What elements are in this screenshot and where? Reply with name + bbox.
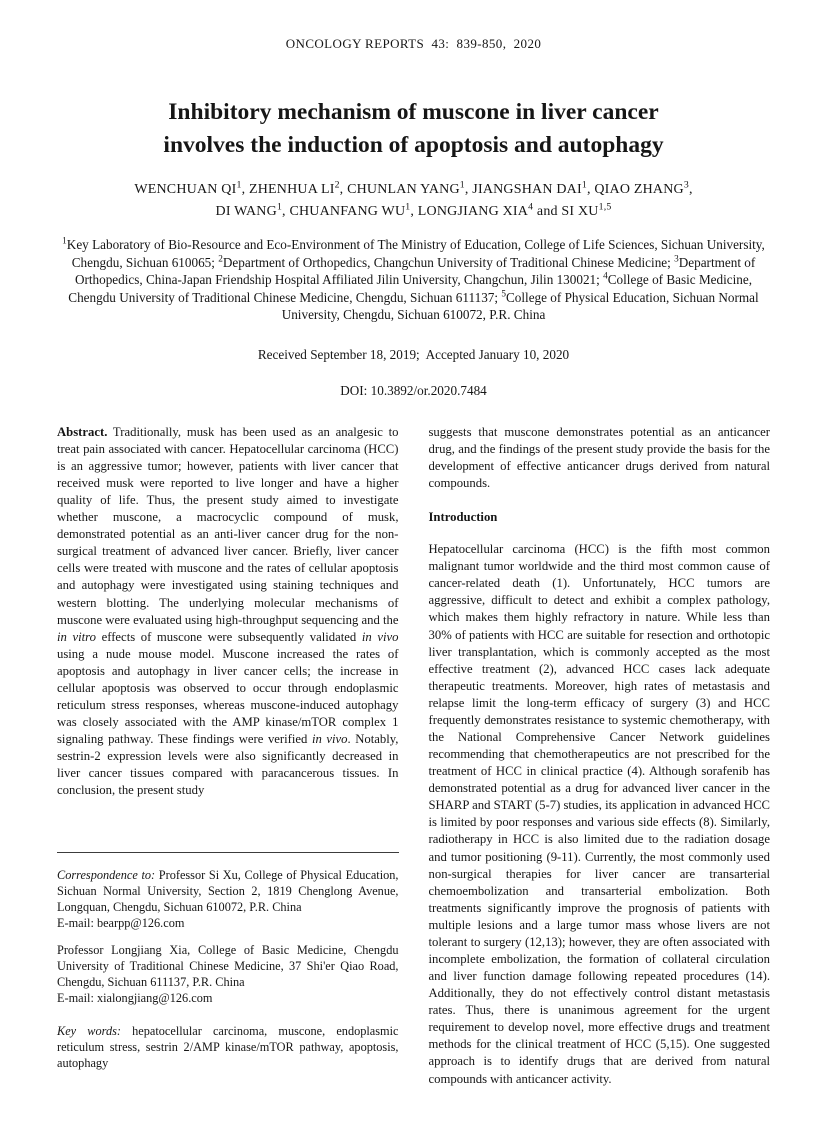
author-list <box>0 179 827 223</box>
footnote-block <box>57 852 399 1118</box>
doi-line: DOI: 10.3892/or.2020.7484 <box>340 382 487 398</box>
abstract-paragraph: Abstract. Traditionally, musk has been used as an analgesic to treat pain associated with cancer. Hepatocellular carcinoma (HCC) is an aggressive tumor; however, patients with liver cancer that received musk were reported to live longer and have a higher quality of life. Thus, the present study aimed to investigate whether muscone, a macrocyclic compound of musk, demonstrated potential as an anti-liver cancer drug for the non-surgical treatment of advanced liver cancer. Briefly, liver cancer cells were treated with muscone and the rates of cellular apoptosis and autophagy were investigated using staining techniques and western blotting. The underlying molecular mechanisms of muscone were evaluated using high-throughput sequencing and the in vitro effects of muscone were subsequently validated in vivo using a nude mouse model. Muscone increased the rates of apoptosis and autophagy in liver cancer cells; the increase in cellular apoptosis was observed to occur through endoplasmic reticulum stress responses, whereas muscone-induced autophagy was closely associated with the AMP kinase/mTOR complex 1 signaling pathway. These findings were verified in vivo. Notably, sestrin-2 expression levels were also significantly decreased in liver cancer tissues compared with paracancerous tissues. In conclusion, the present study <box>57 424 399 798</box>
abstract-continuation-paragraph: suggests that muscone demonstrates potential as an anticancer drug, and the findings of the present study provide the basis for the development of effective anticancer drugs derived from natural compounds. <box>428 424 770 490</box>
article-title <box>60 96 767 162</box>
affiliations: $^1$Key Laboratory of Bio-Resource and Eco-Environment of The Ministry of Education, College of Life Sciences, Sichuan University, Chengdu, Sichuan 610065; $^2$Department of Orthopedics, Changchun University of Traditional Chinese Medicine; $^3$Department of Orthopedics, China-Japan Friendship Hospital Affiliated Jilin University, Changchun, Jilin 130021; $^4$College of Basic Medicine, Chengdu University of Traditional Chinese Medicine, Chengdu, Sichuan 611137; $^5$College of Physical Education, Sichuan Normal University, Chengdu, Sichuan 610072, P.R. China <box>62 235 765 323</box>
article-title-line2: involves the induction of apoptosis and autophagy <box>163 131 664 158</box>
footnote-divider <box>57 852 399 853</box>
author-line-2: DI WANG$^1$, CHUANFANG $WU^1$, LONGJIANG XIA$^4$ and SI XU$^{1,5}$ <box>215 201 612 219</box>
author-line-1: WENCHUAN $QI^1$, ZHENHUA $LI^2$, CHUNLAN YANG$^1$, JIANGSHAN DAI$^1$, QIAO ZHANG$^3$, <box>134 179 693 197</box>
correspondence-email-2: E-mail: xialongjiang@126.com <box>57 990 213 1005</box>
left-column <box>57 424 399 1118</box>
introduction-heading: Introduction <box>428 510 498 525</box>
keywords-paragraph: Key words: hepatocellular carcinoma, muscone, endoplasmic reticulum stress, sestrin 2/AMP kinase/mTOR pathway, apoptosis, autophagy <box>57 1023 399 1070</box>
introduction-paragraph: Hepatocellular carcinoma (HCC) is the fifth most common malignant tumor worldwide and the third most common cause of cancer-related death (1). Unfortunately, HCC tumors are aggressive, difficult to detect and exhibit a complex pathology, which makes them highly refractory in nature. While less than 30% of patients with HCC are suitable for resection and orthotopic liver transplantation, which is commonly accepted as the most effective treatment (2), advanced HCC cases lack adequate therapeutic treatments. Moreover, high rates of metastasis and relapse limit the long-term efficacy of surgery (3) and HCC frequently demonstrates resistance to systemic chemotherapy, with the National Comprehensive Cancer Network guidelines recommending that chemotherapeutics are not prescribed for the treatment of HCC in clinical practice (4). Although sorafenib has demonstrated potential as a drug for advanced liver cancer in the SHARP and START (5-7) studies, its application in advanced HCC is limited by poor responses and various side effects (8). Similarly, radiotherapy in HCC is also limited due to the radiation dosage and tumor positioning (9-11). Currently, the most commonly used non-surgical therapies for liver cancer are transarterial chemoembolization and transarterial embolization. Both treatments significantly improve the prognosis of patients with multiple lesions and a large tumor mass whose livers are not tolerant to surgery (12,13); however, they are often associated with incomplete embolization, the formation of collateral circulation and liver function damage following repeated procedures (14). Additionally, they do not effectively control distant metastasis rates. Thus, there is unanimous agreement for the urgent requirement to develop novel, more effective drugs and treatment methods for the clinical treatment of HCC (5,15). One suggested approach is to identify drugs that are derived from natural compounds with anticancer activity. <box>428 542 770 1086</box>
article-title-line1: Inhibitory mechanism of muscone in liver cancer <box>168 99 659 125</box>
two-column-body <box>57 424 770 1118</box>
correspondence-address-1: Correspondence to: Professor Si Xu, College of Physical Education, Sichuan Normal University, Section 2, 1819 Chenglong Avenue, Longquan, Chengdu, Sichuan 610072, P.R. China <box>57 867 399 914</box>
right-column <box>429 424 771 1118</box>
received-accepted-dates: Received September 18, 2019; Accepted January 10, 2020 <box>257 346 570 362</box>
correspondence-email-1: E-mail: bearpp@126.com <box>57 915 185 930</box>
journal-header: ONCOLOGY REPORTS 43: 839-850, 2020 <box>285 36 542 51</box>
correspondence-address-2: Professor Longjiang Xia, College of Basic Medicine, Chengdu University of Traditional Chinese Medicine, 37 Shi'er Qiao Road, Chengdu, Sichuan 611137, P.R. China <box>57 942 399 989</box>
